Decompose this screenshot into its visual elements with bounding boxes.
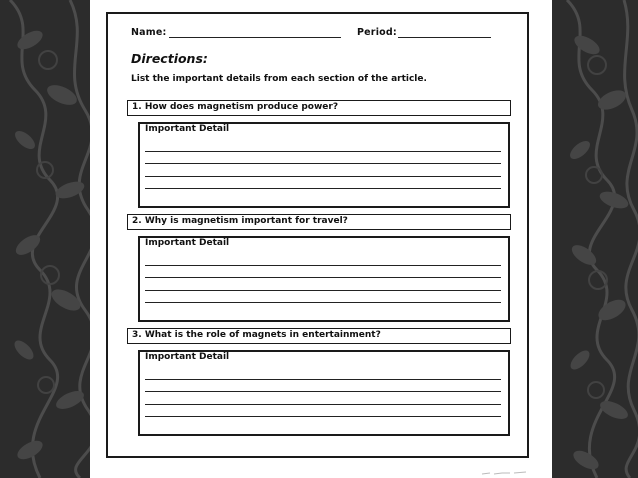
damask-background-left bbox=[0, 0, 96, 478]
detail-box-3 bbox=[138, 350, 510, 436]
writing-line[interactable] bbox=[145, 391, 501, 392]
worksheet-page bbox=[90, 0, 552, 478]
directions-title: Directions: bbox=[131, 51, 208, 66]
damask-background-right bbox=[552, 0, 638, 478]
name-field-line[interactable] bbox=[169, 37, 341, 38]
detail-label-1: Important Detail bbox=[145, 124, 230, 134]
detail-box-1 bbox=[138, 122, 510, 208]
period-label: Period: bbox=[357, 27, 397, 38]
scribble-mark bbox=[480, 470, 528, 476]
writing-line[interactable] bbox=[145, 379, 501, 380]
question-3: 3. What is the role of magnets in entertainment? bbox=[127, 328, 511, 344]
writing-line[interactable] bbox=[145, 404, 501, 405]
question-2: 2. Why is magnetism important for travel? bbox=[127, 214, 511, 230]
question-1: 1. How does magnetism produce power? bbox=[127, 100, 511, 116]
name-label: Name: bbox=[131, 27, 167, 38]
writing-line[interactable] bbox=[145, 302, 501, 303]
writing-line[interactable] bbox=[145, 163, 501, 164]
writing-line[interactable] bbox=[145, 188, 501, 189]
writing-line[interactable] bbox=[145, 151, 501, 152]
directions-text: List the important details from each section of the article. bbox=[131, 74, 427, 84]
detail-label-2: Important Detail bbox=[145, 238, 230, 248]
writing-line[interactable] bbox=[145, 416, 501, 417]
detail-box-2 bbox=[138, 236, 510, 322]
period-field-line[interactable] bbox=[398, 37, 491, 38]
writing-line[interactable] bbox=[145, 277, 501, 278]
writing-line[interactable] bbox=[145, 290, 501, 291]
writing-line[interactable] bbox=[145, 176, 501, 177]
detail-label-3: Important Detail bbox=[145, 352, 230, 362]
writing-line[interactable] bbox=[145, 265, 501, 266]
